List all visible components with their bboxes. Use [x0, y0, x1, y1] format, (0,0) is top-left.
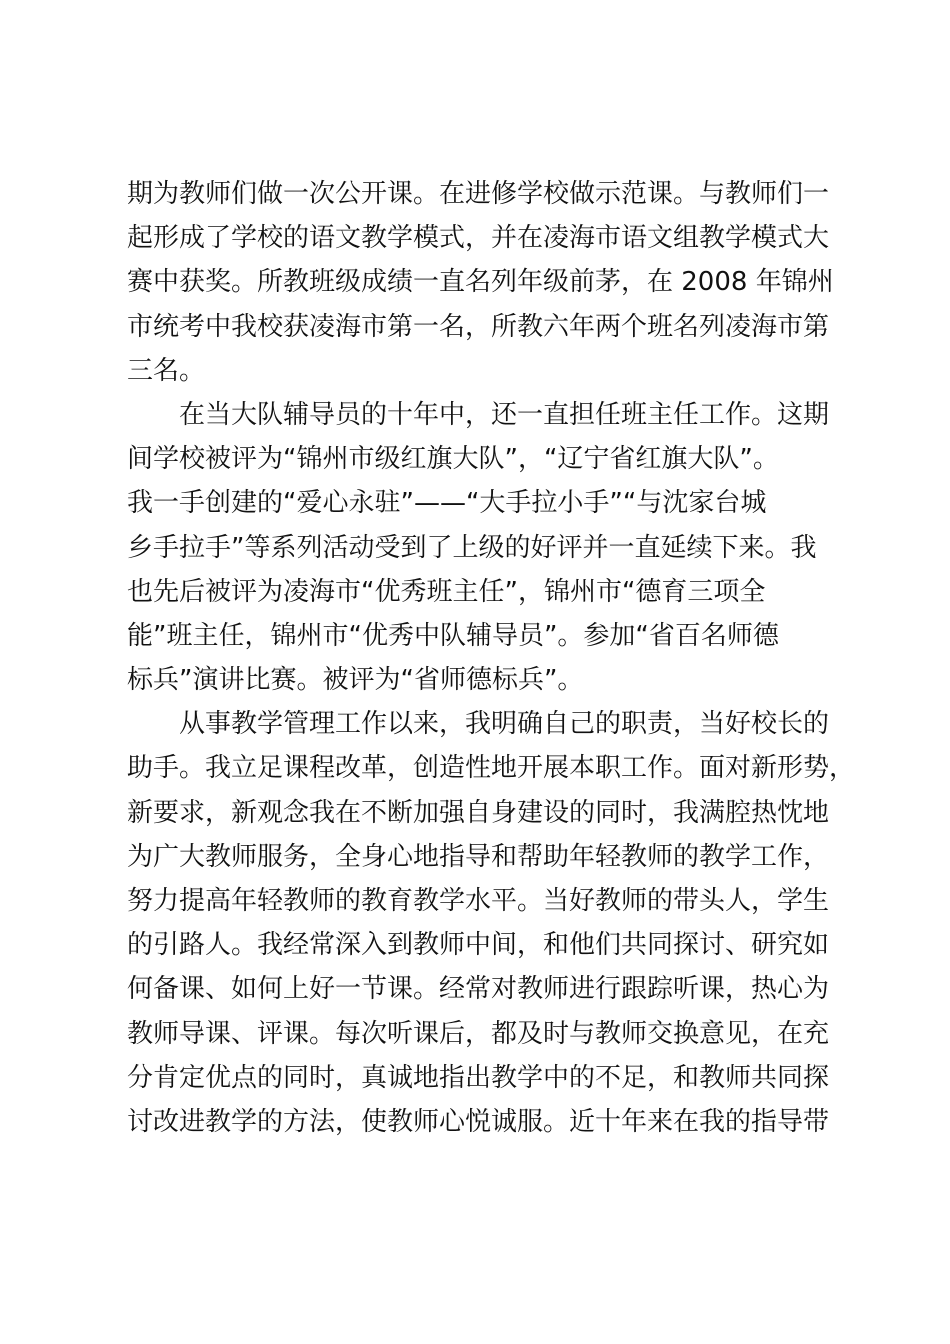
text-line: 助手。我立足课程改革，创造性地开展本职工作。面对新形势， [127, 753, 856, 784]
paragraph-2 [127, 393, 837, 702]
paragraph-3 [127, 702, 856, 1144]
text-line: 三名。 [127, 355, 206, 386]
text-line: 从事教学管理工作以来，我明确自己的职责，当好校长的 [179, 709, 830, 740]
text-line: 起形成了学校的语文教学模式，并在凌海市语文组教学模式大 [127, 223, 830, 254]
text-line: 在当大队辅导员的十年中，还一直担任班主任工作。这期 [179, 399, 830, 430]
text-line: 期为教师们做一次公开课。在进修学校做示范课。与教师们一 [127, 179, 830, 209]
body-text [127, 172, 856, 1144]
text-line: 的引路人。我经常深入到教师中间，和他们共同探讨、研究如 [127, 930, 830, 961]
text-line: 间学校被评为“锦州市级红旗大队”，“辽宁省红旗大队”。 [127, 444, 779, 475]
text-line: 新要求，新观念我在不断加强自身建设的同时，我满腔热忱地 [127, 797, 830, 828]
text-line: 努力提高年轻教师的教育教学水平。当好教师的带头人，学生 [127, 886, 830, 916]
text-line: 讨改进教学的方法，使教师心悦诚服。近十年来在我的指导带 [127, 1106, 830, 1137]
text-line: 何备课、如何上好一节课。经常对教师进行跟踪听课，热心为 [127, 974, 830, 1005]
text-line: 能”班主任，锦州市“优秀中队辅导员”。参加“省百名师德 [127, 620, 779, 651]
text-line: 乡手拉手”等系列活动受到了上级的好评并一直延续下来。我 [127, 532, 817, 563]
text-line: 标兵”演讲比赛。被评为“省师德标兵”。 [127, 665, 584, 696]
text-line: 为广大教师服务，全身心地指导和帮助年轻教师的教学工作， [127, 841, 830, 872]
text-line: 市统考中我校获凌海市第一名，所教六年两个班名列凌海市第 [127, 311, 830, 342]
text-line: 赛中获奖。所教班级成绩一直名列年级前茅，在 2008 年锦州 [127, 267, 834, 298]
paragraph-1 [127, 172, 837, 393]
text-line: 分肯定优点的同时，真诚地指出教学中的不足，和教师共同探 [127, 1062, 830, 1093]
text-line: 我一手创建的“爱心永驻”——“大手拉小手”“与沈家台城 [127, 488, 767, 519]
text-line: 也先后被评为凌海市“优秀班主任”，锦州市“德育三项全 [127, 576, 766, 607]
text-line: 教师导课、评课。每次听课后，都及时与教师交换意见，在充 [127, 1018, 830, 1049]
